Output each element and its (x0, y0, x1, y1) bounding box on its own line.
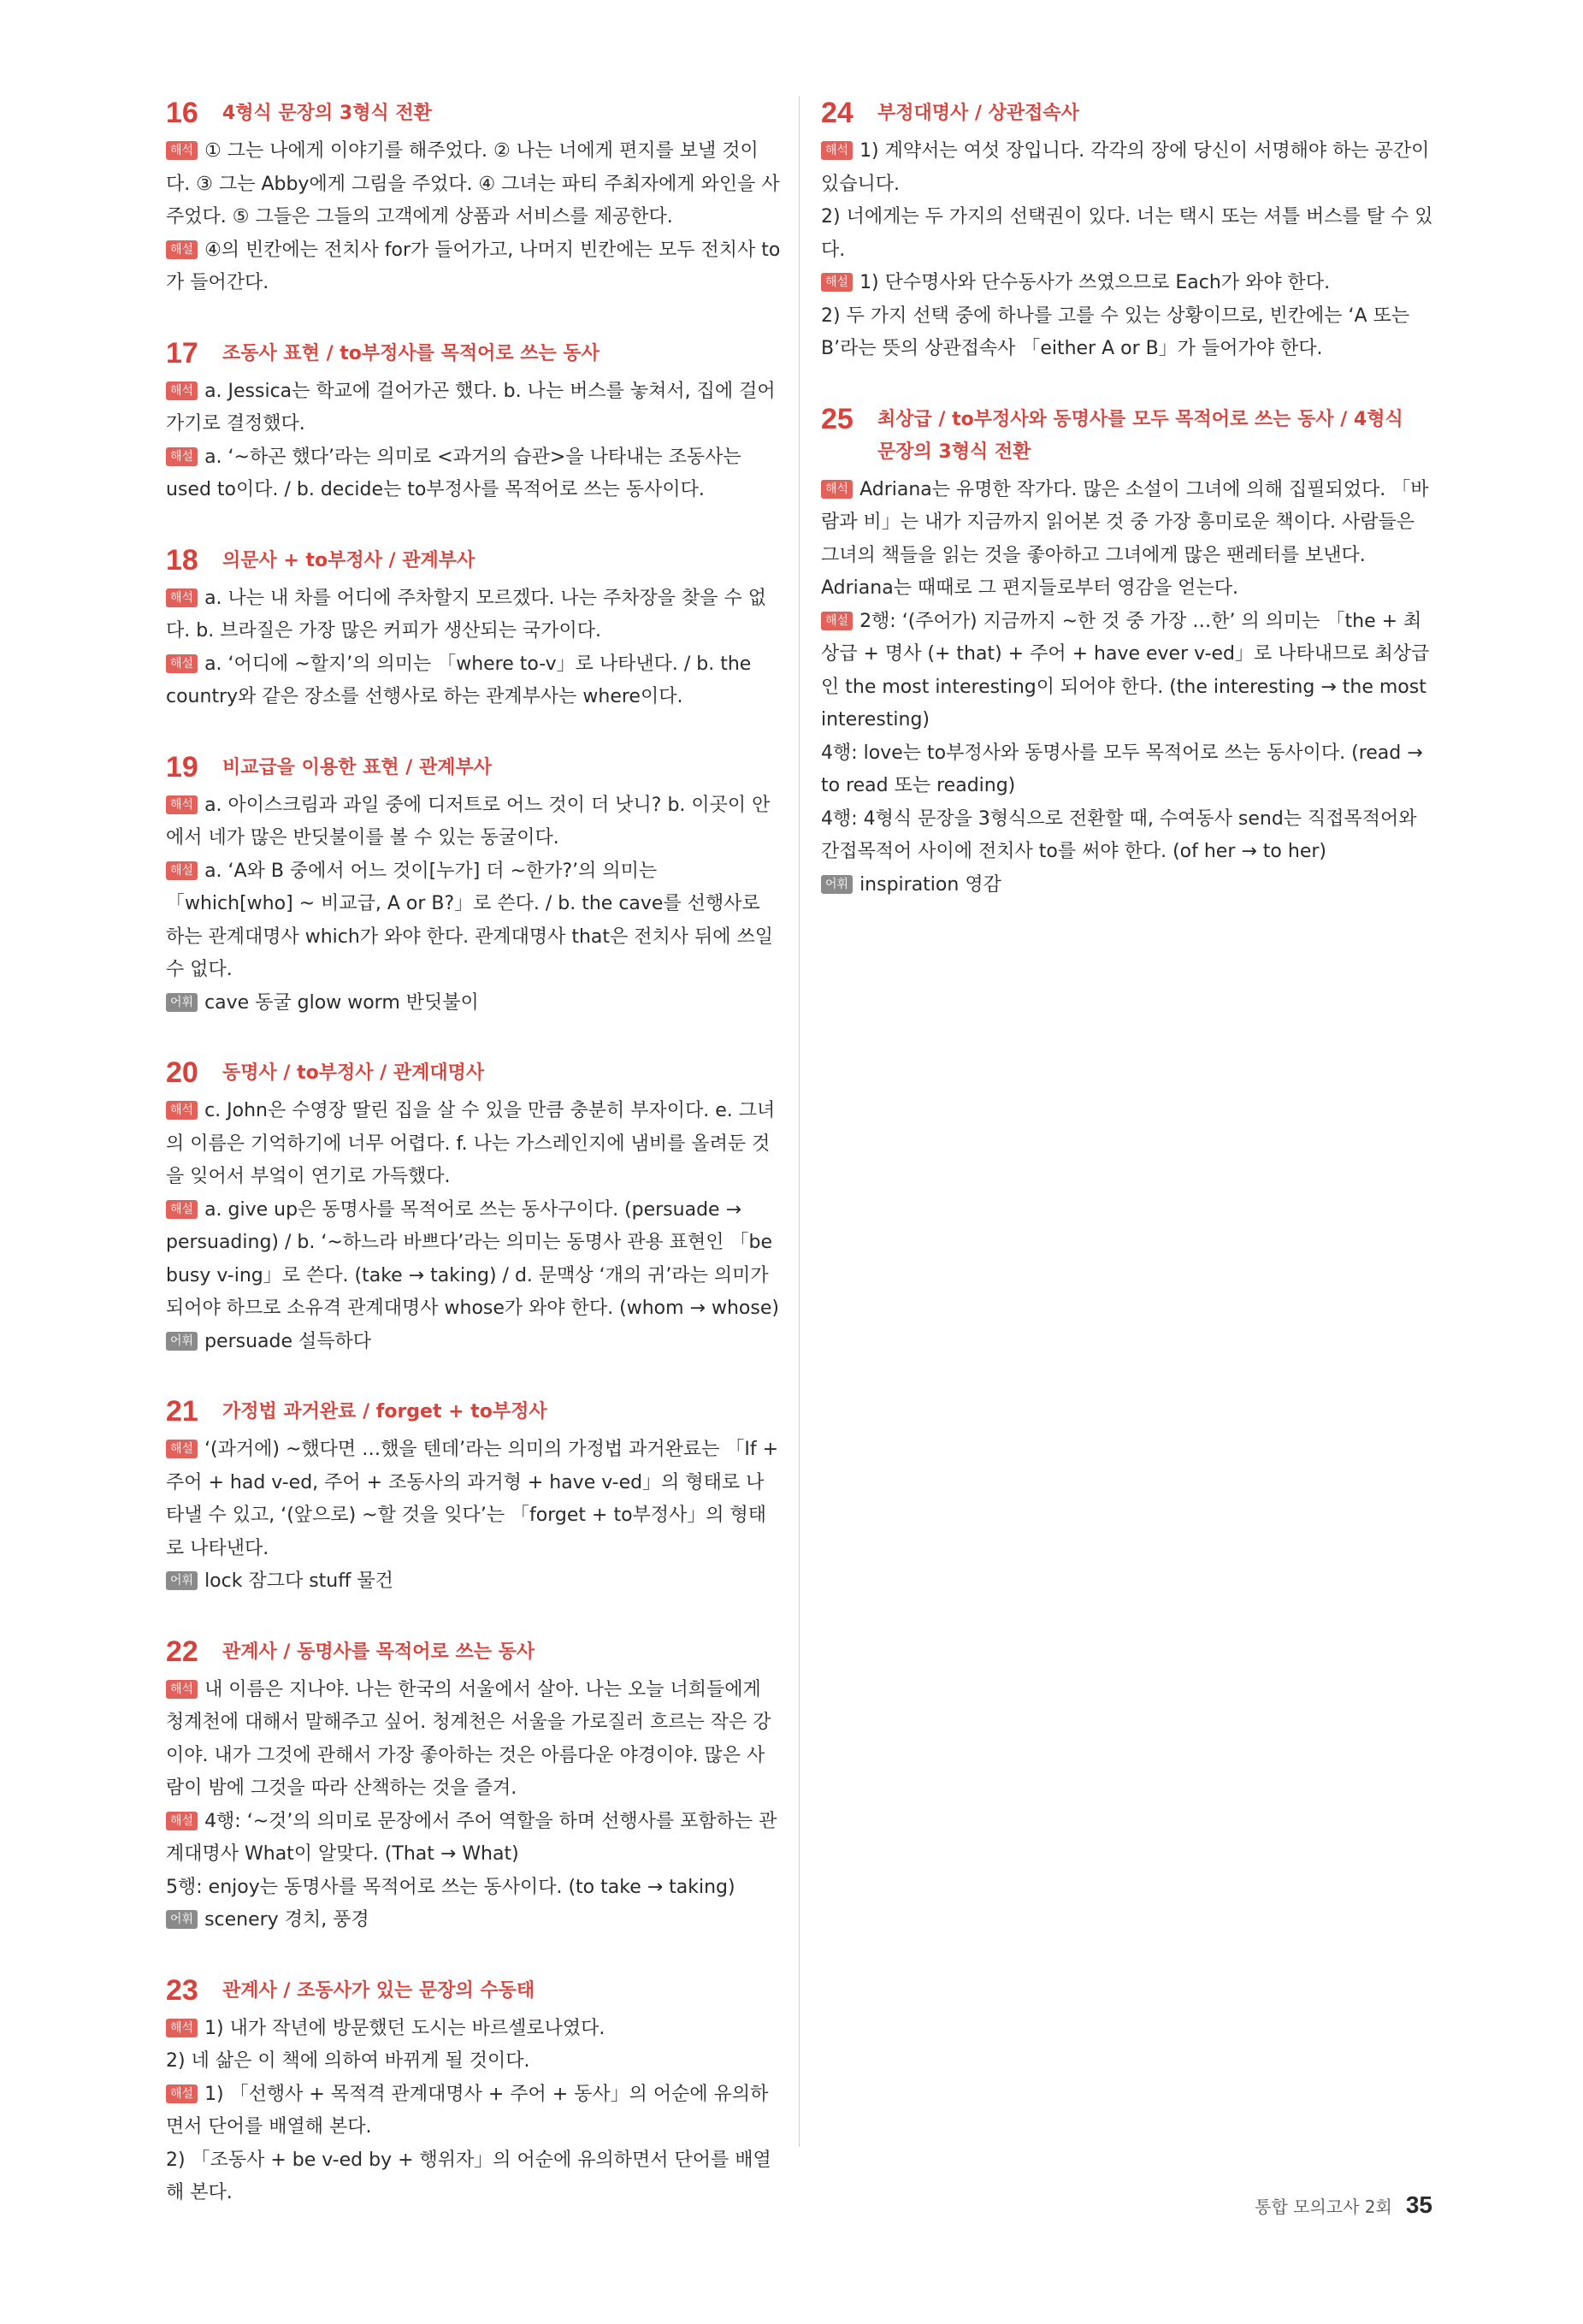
question-number: 16 (166, 97, 198, 129)
section-title (222, 96, 432, 130)
paragraph (166, 789, 782, 855)
label-badge: 해석 (166, 141, 198, 160)
paragraph (166, 1674, 782, 1806)
paragraph (166, 1095, 782, 1194)
label-badge: 해설 (166, 2085, 198, 2103)
paragraph (166, 1194, 782, 1326)
label-badge: 해설 (821, 273, 853, 292)
section-header (166, 543, 782, 577)
section-title (222, 1635, 535, 1669)
paragraph-text: 1) 계약서는 여섯 장입니다. 각각의 장에 당신이 서명해야 하는 공간이 있습니다. (821, 140, 1430, 195)
label-badge: 해석 (166, 1101, 198, 1120)
section-title-line: 관계사 / 동명사를 목적어로 쓰는 동사 (222, 1641, 535, 1663)
label-badge: 해설 (166, 1200, 198, 1219)
paragraph-text: 4행: 4형식 문장을 3형식으로 전환할 때, 수여동사 send는 직접목적어와 간접목적어 사이에 전치사 to를 써야 한다. (of her → to her) (821, 807, 1417, 862)
paragraph (166, 1326, 782, 1359)
label-badge: 어휘 (166, 1332, 198, 1351)
paragraph-text: 1) 「선행사 + 목적격 관계대명사 + 주어 + 동사」의 어순에 유의하면서 단어를 배열해 본다. (166, 2083, 769, 2138)
question-number: 21 (166, 1395, 198, 1428)
paragraph-text: 2) 「조동사 + be v-ed by + 행위자」의 어순에 유의하면서 단어를 배열해 본다. (166, 2149, 771, 2203)
paragraph (166, 234, 782, 300)
paragraph-text: 1) 단수명사와 단수동사가 쓰였으므로 Each가 와야 한다. (859, 272, 1331, 293)
right-column (821, 96, 1437, 937)
footer-title: 통합 모의고사 2회 (1255, 2197, 1392, 2217)
paragraph-text: a. ‘A와 B 중에서 어느 것이[누가] 더 ~한가?’의 의미는 「which[who] ~ 비교급, A or B?」로 쓴다. / b. the cave를 선행사로 하는 관계대명사 which가 와야 한다. 관계대명사 that은 전치사 뒤에 쓰일 수 없다. (166, 860, 773, 980)
paragraph (166, 2045, 782, 2079)
answer-section (166, 1973, 782, 2210)
section-header (166, 1973, 782, 2008)
section-title (222, 1973, 535, 2008)
label-badge: 해석 (821, 141, 853, 160)
section-header (821, 96, 1437, 130)
left-column (166, 96, 782, 2246)
section-title-line: 비교급을 이용한 표현 / 관계부사 (222, 756, 492, 778)
label-badge: 어휘 (166, 1571, 198, 1590)
paragraph (821, 606, 1437, 737)
paragraph-text: a. 나는 내 차를 어디에 주차할지 모르겠다. 나는 주차장을 찾을 수 없다. b. 브라질은 가장 많은 커피가 생산되는 국가이다. (166, 587, 767, 642)
label-badge: 어휘 (166, 993, 198, 1012)
paragraph-text: 5행: enjoy는 동명사를 목적어로 쓰는 동사이다. (to take → taking) (166, 1876, 735, 1898)
section-title (222, 1394, 547, 1428)
paragraph-text: a. ‘어디에 ~할지’의 의미는 「where to-v」로 나타낸다. / b. the country와 같은 장소를 선행사로 하는 관계부사는 where이다. (166, 653, 752, 707)
section-title (222, 336, 600, 370)
section-title-line: 부정대명사 / 상관접속사 (877, 103, 1079, 124)
answer-section (821, 96, 1437, 366)
column-divider (799, 96, 800, 2147)
label-badge: 어휘 (166, 1910, 198, 1929)
question-number: 24 (821, 97, 854, 129)
label-badge: 해석 (166, 381, 198, 400)
answer-section (166, 543, 782, 714)
paragraph-text: 2행: ‘(주어가) 지금까지 ~한 것 중 가장 …한’ 의 의미는 「the + 최상급 + 명사 (+ that) + 주어 + have ever v-ed」로 나타내므로 최상급인 the most interesting이 되어야 한다. (the interesting → the most interesting) (821, 610, 1430, 730)
paragraph (166, 2079, 782, 2144)
answer-section (166, 1056, 782, 1358)
paragraph (821, 267, 1437, 300)
section-header (821, 402, 1437, 469)
paragraph (166, 135, 782, 234)
section-title (222, 750, 492, 784)
paragraph-text: persuade 설득하다 (204, 1330, 371, 1352)
paragraph (821, 474, 1437, 606)
paragraph (821, 201, 1437, 267)
label-badge: 해석 (166, 1680, 198, 1699)
section-title-line: 의문사 + to부정사 / 관계부사 (222, 549, 475, 571)
answer-section (166, 750, 782, 1020)
answer-section (166, 1394, 782, 1599)
paragraph (821, 135, 1437, 201)
question-number: 22 (166, 1635, 198, 1668)
paragraph (166, 1872, 782, 1905)
section-title-line: 관계사 / 조동사가 있는 문장의 수동태 (222, 1979, 535, 2002)
paragraph-text: 2) 너에게는 두 가지의 선택권이 있다. 너는 택시 또는 셔틀 버스를 탈 수 있다. (821, 206, 1433, 261)
paragraph-text: cave 동굴 glow worm 반딧불이 (204, 991, 479, 1014)
label-badge: 해설 (166, 447, 198, 466)
paragraph-text: inspiration 영감 (859, 873, 1001, 896)
label-badge: 해설 (166, 654, 198, 673)
paragraph-text: 4행: love는 to부정사와 동명사를 모두 목적어로 쓰는 동사이다. (read → to read 또는 reading) (821, 742, 1423, 796)
paragraph-text: lock 잠그다 stuff 물건 (204, 1570, 393, 1592)
label-badge: 해설 (166, 1812, 198, 1830)
question-number: 20 (166, 1056, 198, 1089)
answer-section (166, 1635, 782, 1937)
paragraph-text: a. ‘~하곤 했다’라는 의미로 <과거의 습관>을 나타내는 조동사는 used to이다. / b. decide는 to부정사를 목적어로 쓰는 동사이다. (166, 446, 741, 500)
section-header (166, 1056, 782, 1090)
paragraph-text: scenery 경치, 풍경 (204, 1909, 369, 1931)
section-title-line: 조동사 표현 / to부정사를 목적어로 쓰는 동사 (222, 342, 600, 364)
question-number: 19 (166, 750, 198, 784)
answer-section (166, 336, 782, 507)
paragraph (166, 1806, 782, 1872)
paragraph-text: ‘(과거에) ~했다면 …했을 텐데’라는 의미의 가정법 과거완료는 「If + 주어 + had v-ed, 주어 + 조동사의 과거형 + have v-ed」의 형태로 나타낼 수 있고, ‘(앞으로) ~할 것을 잊다’는 「forget + to부정사」의 형태로 나타낸다. (166, 1439, 779, 1559)
label-badge: 해설 (166, 861, 198, 880)
paragraph (166, 2013, 782, 2046)
paragraph (821, 869, 1437, 902)
question-number: 25 (821, 402, 854, 435)
paragraph-text: 4행: ‘~것’의 의미로 문장에서 주어 역할을 하며 선행사를 포함하는 관계대명사 What이 알맞다. (That → What) (166, 1810, 777, 1865)
section-title (877, 96, 1079, 130)
section-header (166, 750, 782, 784)
section-title (222, 543, 475, 577)
page-footer (1255, 2191, 1432, 2219)
paragraph (166, 1904, 782, 1937)
label-badge: 해석 (821, 480, 853, 499)
paragraph (166, 987, 782, 1020)
label-badge: 해설 (166, 1440, 198, 1458)
paragraph-text: c. John은 수영장 딸린 집을 살 수 있을 만큼 충분히 부자이다. e. 그녀의 이름은 기억하기에 너무 어렵다. f. 나는 가스레인지에 냄비를 올려둔 것을 잊어서 부엌이 연기로 가득했다. (166, 1100, 776, 1187)
question-number: 23 (166, 1973, 198, 2007)
section-header (166, 1635, 782, 1669)
paragraph-text: 2) 두 가지 선택 중에 하나를 고를 수 있는 상황이므로, 빈칸에는 ‘A 또는 B’라는 뜻의 상관접속사 「either A or B」가 들어가야 한다. (821, 305, 1410, 359)
paragraph (166, 2144, 782, 2210)
section-title-line: 동명사 / to부정사 / 관계대명사 (222, 1062, 485, 1084)
section-title-line: 4형식 문장의 3형식 전환 (222, 103, 432, 124)
paragraph (166, 1434, 782, 1565)
paragraph (166, 855, 782, 987)
paragraph (821, 803, 1437, 869)
section-header (166, 336, 782, 370)
paragraph (166, 582, 782, 648)
paragraph (166, 648, 782, 714)
label-badge: 해설 (166, 240, 198, 259)
paragraph (821, 300, 1437, 366)
page-number: 35 (1405, 2191, 1432, 2218)
paragraph-text: 2) 네 삶은 이 책에 의하여 바뀌게 될 것이다. (166, 2050, 530, 2072)
section-title (222, 1056, 484, 1090)
answer-section (821, 402, 1437, 902)
paragraph-text: a. give up은 동명사를 목적어로 쓰는 동사구이다. (persuade → persuading) / b. ‘~하느라 바쁘다’라는 의미는 동명사 관용 표현인 「be busy v-ing」로 쓴다. (take → taking) / d. 문맥상 ‘개의 귀’라는 의미가 되어야 하므로 소유격 관계대명사 whose가 와야 한다. (whom → whose) (166, 1198, 779, 1319)
paragraph (821, 737, 1437, 803)
paragraph-text: Adriana는 유명한 작가다. 많은 소설이 그녀에 의해 집필되었다. 「바람과 비」는 내가 지금까지 읽어본 것 중 가장 흥미로운 책이다. 사람들은 그녀의 책들을 읽는 것을 좋아하고 그녀에게 많은 팬레터를 보낸다. Adriana는 때때로 그 편지들로부터 영감을 얻는다. (821, 478, 1429, 599)
label-badge: 어휘 (821, 875, 853, 894)
section-title-line: 가정법 과거완료 / forget + to부정사 (222, 1401, 547, 1422)
label-badge: 해석 (166, 588, 198, 607)
label-badge: 해설 (821, 612, 853, 630)
paragraph (166, 441, 782, 507)
label-badge: 해석 (166, 795, 198, 814)
paragraph-text: 1) 내가 작년에 방문했던 도시는 바르셀로나였다. (204, 2017, 605, 2039)
paragraph (166, 376, 782, 441)
section-header (166, 1394, 782, 1428)
paragraph-text: a. Jessica는 학교에 걸어가곤 했다. b. 나는 버스를 놓쳐서, 집에 걸어가기로 결정했다. (166, 380, 776, 435)
section-title-line: 최상급 / to부정사와 동명사를 모두 목적어로 쓰는 동사 / 4형식 (877, 408, 1403, 430)
paragraph-text: 내 이름은 지나야. 나는 한국의 서울에서 살아. 나는 오늘 너희들에게 청계천에 대해서 말해주고 싶어. 청계천은 서울을 가로질러 흐르는 작은 강이야. 내가 그것에 관해서 가장 좋아하는 것은 아름다운 야경이야. 많은 사람이 밤에 그것을 따라 산책하는 것을 즐겨. (166, 1678, 771, 1799)
paragraph-text: a. 아이스크림과 과일 중에 디저트로 어느 것이 더 낫니? b. 이곳이 안에서 네가 많은 반딧불이를 볼 수 있는 동굴이다. (166, 794, 771, 849)
paragraph-text: ④의 빈칸에는 전치사 for가 들어가고, 나머지 빈칸에는 모두 전치사 to가 들어간다. (166, 239, 781, 293)
label-badge: 해석 (166, 2019, 198, 2037)
section-title-line: 문장의 3형식 전환 (877, 441, 1031, 463)
section-title (877, 402, 1403, 469)
answer-section (166, 96, 782, 300)
section-header (166, 96, 782, 130)
paragraph-text: ① 그는 나에게 이야기를 해주었다. ② 나는 너에게 편지를 보낼 것이다. ③ 그는 Abby에게 그림을 주었다. ④ 그녀는 파티 주최자에게 와인을 사주었다. ⑤ 그들은 그들의 고객에게 상품과 서비스를 제공한다. (166, 140, 780, 228)
question-number: 17 (166, 336, 198, 370)
question-number: 18 (166, 543, 198, 577)
paragraph (166, 1565, 782, 1599)
